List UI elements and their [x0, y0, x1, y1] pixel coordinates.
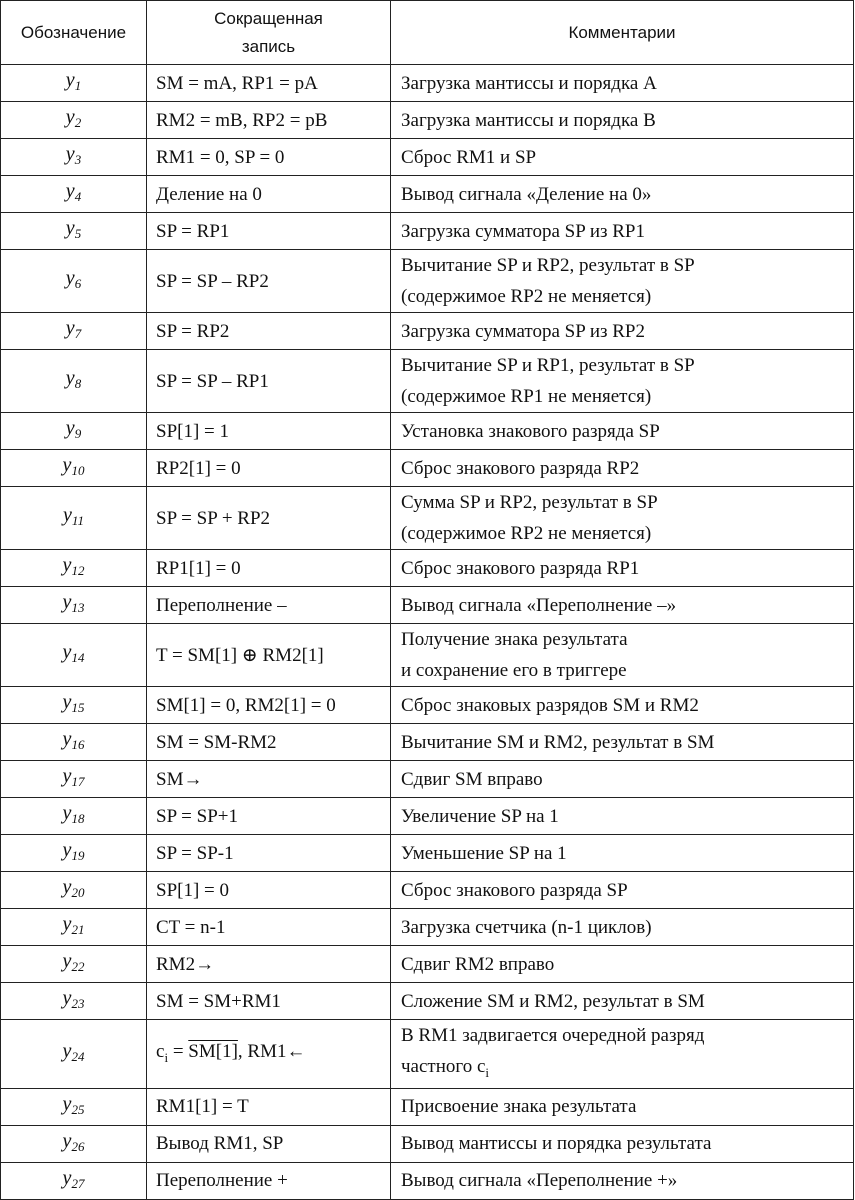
symbol-cell	[1, 413, 147, 450]
comment-line: Сумма SP и RP2, результат в SP	[401, 492, 658, 513]
symbol-letter: y	[62, 641, 72, 663]
symbol-letter: y	[62, 691, 72, 713]
symbol-cell	[1, 450, 147, 487]
table-row	[1, 872, 854, 909]
symbol-index: 6	[74, 276, 82, 291]
table-row	[1, 835, 854, 872]
comment-cell	[391, 550, 854, 587]
comment-cell	[391, 213, 854, 250]
symbol-index: 1	[74, 78, 82, 93]
symbol-index: 10	[71, 463, 85, 478]
comment-line: Сброс знаковых разрядов SM и RM2	[401, 694, 699, 716]
symbol-cell	[1, 835, 147, 872]
record-ci-sub: i	[164, 1049, 169, 1065]
comment-line: Загрузка сумматора SP из RP2	[401, 320, 645, 342]
comment-cell	[391, 350, 854, 413]
comment-line: Вывод мантиссы и порядка результата	[401, 1133, 712, 1155]
symbol-cell	[1, 587, 147, 624]
symbol-cell	[1, 102, 147, 139]
comment-cell	[391, 1020, 854, 1089]
record-cell: RM1 = 0, SP = 0	[147, 139, 391, 176]
record-cell: SP = SP+1	[147, 798, 391, 835]
symbol-index: 16	[71, 737, 85, 752]
symbol-letter: y	[62, 1092, 72, 1115]
symbol-index: 27	[71, 1175, 85, 1191]
symbol-cell	[1, 487, 147, 550]
header-record-line2: запись	[241, 36, 296, 56]
table-row	[1, 983, 854, 1020]
table-row	[1, 250, 854, 313]
record-overline: SM[1]	[188, 1040, 238, 1062]
comment-cell	[391, 724, 854, 761]
symbol-letter: y	[62, 728, 72, 750]
record-cell: RM2 = mB, RP2 = pB	[147, 102, 391, 139]
comment-cell	[391, 946, 854, 983]
symbol-index: 18	[71, 811, 85, 826]
symbol-index: 3	[74, 152, 82, 167]
record-cell: SP = RP1	[147, 213, 391, 250]
comment-cell	[391, 313, 854, 350]
record-cell: Вывод RM1, SP	[147, 1125, 391, 1162]
symbol-letter: y	[62, 913, 72, 935]
comment-line: Вычитание SM и RM2, результат в SM	[401, 731, 715, 753]
comment-cell	[391, 102, 854, 139]
symbol-index: 23	[71, 996, 85, 1011]
symbol-letter: y	[62, 454, 72, 476]
comment-line: Сброс знакового разряда SP	[401, 879, 628, 901]
comment-cell	[391, 587, 854, 624]
symbol-index: 8	[74, 376, 82, 391]
symbol-index: 11	[71, 513, 84, 528]
symbol-letter: y	[65, 217, 75, 239]
record-cell: SM→	[147, 761, 391, 798]
comment-line-2-sub: i	[485, 1064, 490, 1080]
symbol-cell	[1, 139, 147, 176]
table-row	[1, 176, 854, 213]
table-row	[1, 550, 854, 587]
record-cell	[147, 1020, 391, 1089]
comment-cell	[391, 1088, 854, 1125]
symbol-letter: y	[65, 317, 75, 339]
symbol-letter: y	[65, 267, 75, 289]
symbol-cell	[1, 624, 147, 687]
comment-line: Сброс знакового разряда RP2	[401, 457, 640, 479]
symbol-letter: y	[62, 876, 72, 898]
symbol-index: 15	[71, 700, 85, 715]
header-symbol: Обозначение	[1, 1, 147, 65]
symbol-letter: y	[62, 554, 72, 576]
symbol-cell	[1, 65, 147, 102]
record-cell: SM = SM-RM2	[147, 724, 391, 761]
table-row	[1, 798, 854, 835]
record-cell: Переполнение +	[147, 1162, 391, 1199]
symbol-cell	[1, 1125, 147, 1162]
symbol-cell	[1, 872, 147, 909]
table-row	[1, 761, 854, 798]
comment-cell	[391, 909, 854, 946]
comment-cell	[391, 450, 854, 487]
comment-line: Вычитание SP и RP2, результат в SP	[401, 255, 695, 276]
record-cell: SP[1] = 1	[147, 413, 391, 450]
comment-cell	[391, 983, 854, 1020]
header-record	[147, 1, 391, 65]
record-cell: SP = SP + RP2	[147, 487, 391, 550]
header-row	[1, 1, 854, 65]
symbol-cell	[1, 946, 147, 983]
record-cell: SP[1] = 0	[147, 872, 391, 909]
header-comment: Комментарии	[391, 1, 854, 65]
table-row	[1, 1020, 854, 1089]
table-row	[1, 1162, 854, 1199]
header-record-line1: Сокращенная	[214, 8, 323, 28]
table-row	[1, 139, 854, 176]
comment-line: Вывод сигнала «Переполнение +»	[401, 1170, 678, 1192]
comment-line: Загрузка мантиссы и порядка B	[401, 109, 656, 131]
comment-line: Присвоение знака результата	[401, 1096, 637, 1118]
comment-cell	[391, 624, 854, 687]
comment-line: Вывод сигнала «Деление на 0»	[401, 183, 652, 205]
symbol-index: 22	[71, 959, 85, 974]
symbol-index: 19	[71, 848, 85, 863]
record-cell: RP2[1] = 0	[147, 450, 391, 487]
comment-cell	[391, 250, 854, 313]
comment-line-2: частного c	[401, 1056, 486, 1077]
symbol-index: 13	[71, 600, 85, 615]
symbol-letter: y	[65, 69, 75, 91]
symbol-index: 17	[71, 774, 85, 789]
symbol-cell	[1, 1020, 147, 1089]
symbol-cell	[1, 1088, 147, 1125]
symbol-letter: y	[65, 143, 75, 165]
comment-line: В RM1 задвигается очередной разряд	[401, 1025, 705, 1046]
table-body	[1, 65, 854, 1200]
comment-line-2: и сохранение его в триггере	[401, 660, 627, 681]
symbol-index: 25	[71, 1101, 85, 1117]
comment-cell	[391, 761, 854, 798]
comment-line-2: (содержимое RP1 не меняется)	[401, 386, 652, 407]
comment-line: Загрузка счетчика (n-1 циклов)	[401, 916, 652, 938]
comment-line: Сдвиг RM2 вправо	[401, 953, 555, 975]
table-row	[1, 313, 854, 350]
comment-line: Сдвиг SM вправо	[401, 768, 543, 790]
record-cell: Переполнение –	[147, 587, 391, 624]
comment-line: Загрузка мантиссы и порядка A	[401, 72, 657, 94]
record-cell: Деление на 0	[147, 176, 391, 213]
symbol-index: 4	[74, 189, 82, 204]
table-row	[1, 213, 854, 250]
symbol-index: 24	[71, 1048, 85, 1064]
symbol-letter: y	[62, 1039, 72, 1062]
symbol-cell	[1, 313, 147, 350]
table-row	[1, 102, 854, 139]
comment-line: Сброс RM1 и SP	[401, 146, 537, 168]
symbol-cell	[1, 798, 147, 835]
symbol-cell	[1, 550, 147, 587]
comment-line: Сброс знакового разряда RP1	[401, 557, 640, 579]
symbol-letter: y	[62, 987, 72, 1009]
comment-cell	[391, 1125, 854, 1162]
symbol-letter: y	[62, 802, 72, 824]
symbol-cell	[1, 724, 147, 761]
record-cell: SP = SP – RP1	[147, 350, 391, 413]
record-cell: T = SM[1] ⊕ RM2[1]	[147, 624, 391, 687]
symbol-cell	[1, 1162, 147, 1199]
comment-cell	[391, 687, 854, 724]
table-row	[1, 624, 854, 687]
record-eq: =	[168, 1040, 189, 1062]
record-cell: RM2→	[147, 946, 391, 983]
comment-cell	[391, 872, 854, 909]
symbol-letter: y	[62, 839, 72, 861]
symbol-cell	[1, 983, 147, 1020]
symbol-index: 12	[71, 563, 85, 578]
comment-line: Вычитание SP и RP1, результат в SP	[401, 355, 695, 376]
symbol-index: 21	[71, 922, 85, 937]
comment-line-2: (содержимое RP2 не меняется)	[401, 523, 652, 544]
symbol-index: 5	[74, 226, 82, 241]
comment-line-2: (содержимое RP2 не меняется)	[401, 286, 652, 307]
table-row	[1, 65, 854, 102]
record-cell: SP = SP – RP2	[147, 250, 391, 313]
symbol-letter: y	[62, 591, 72, 613]
symbol-letter: y	[63, 504, 72, 526]
record-cell: RM1[1] = T	[147, 1088, 391, 1125]
table-row	[1, 946, 854, 983]
comment-line: Получение знака результата	[401, 629, 628, 650]
table-row	[1, 413, 854, 450]
record-tail: , RM1←	[237, 1040, 306, 1062]
table-row	[1, 450, 854, 487]
comment-line: Увеличение SP на 1	[401, 805, 559, 827]
symbol-letter: y	[65, 180, 75, 202]
symbol-letter: y	[62, 1166, 72, 1189]
table-row	[1, 1125, 854, 1162]
comment-cell	[391, 65, 854, 102]
table-row	[1, 1088, 854, 1125]
comment-line: Установка знакового разряда SP	[401, 420, 660, 442]
record-cell: CT = n-1	[147, 909, 391, 946]
symbol-index: 2	[74, 115, 82, 130]
symbol-letter: y	[65, 367, 75, 389]
comment-cell	[391, 798, 854, 835]
table-row	[1, 687, 854, 724]
comment-line: Уменьшение SP на 1	[401, 842, 567, 864]
comment-cell	[391, 176, 854, 213]
table-row	[1, 350, 854, 413]
comment-cell	[391, 835, 854, 872]
record-cell: SM = SM+RM1	[147, 983, 391, 1020]
comment-cell	[391, 487, 854, 550]
symbol-index: 26	[71, 1138, 85, 1154]
record-c: c	[156, 1040, 165, 1062]
record-cell: RP1[1] = 0	[147, 550, 391, 587]
symbol-letter: y	[65, 417, 75, 439]
symbol-letter: y	[65, 106, 75, 128]
record-cell: SM[1] = 0, RM2[1] = 0	[147, 687, 391, 724]
comment-line: Сложение SM и RM2, результат в SM	[401, 990, 705, 1012]
comment-line: Вывод сигнала «Переполнение –»	[401, 594, 677, 616]
symbol-cell	[1, 350, 147, 413]
record-cell: SP = SP-1	[147, 835, 391, 872]
symbol-cell	[1, 176, 147, 213]
table-row	[1, 487, 854, 550]
symbol-cell	[1, 250, 147, 313]
symbol-letter: y	[62, 1129, 72, 1152]
symbol-cell	[1, 761, 147, 798]
symbol-letter: y	[62, 950, 72, 972]
symbol-cell	[1, 687, 147, 724]
symbol-letter: y	[62, 765, 72, 787]
table-row	[1, 587, 854, 624]
comment-cell	[391, 139, 854, 176]
comment-cell	[391, 413, 854, 450]
record-cell: SM = mA, RP1 = pA	[147, 65, 391, 102]
symbol-cell	[1, 909, 147, 946]
comment-cell	[391, 1162, 854, 1199]
symbol-index: 20	[71, 885, 85, 900]
symbol-cell	[1, 213, 147, 250]
symbol-index: 7	[74, 326, 82, 341]
symbol-index: 9	[74, 426, 82, 441]
record-cell: SP = RP2	[147, 313, 391, 350]
comment-line: Загрузка сумматора SP из RP1	[401, 220, 645, 242]
table-row	[1, 724, 854, 761]
symbol-index: 14	[71, 650, 85, 665]
table-row	[1, 909, 854, 946]
